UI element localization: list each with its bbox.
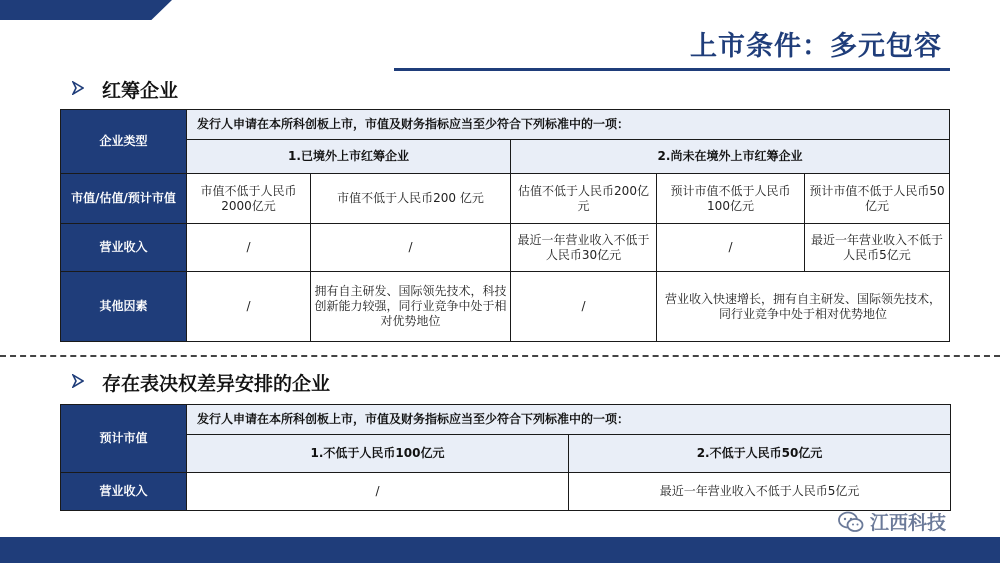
table-cell: 估值不低于人民币200亿元 (511, 174, 657, 224)
page-title: 上市条件：多元包容 (690, 31, 942, 62)
group-header-unlisted: 2.尚未在境外上市红筹企业 (511, 140, 950, 174)
table-cell: 最近一年营业收入不低于人民币5亿元 (569, 473, 951, 511)
row-label-revenue: 营业收入 (61, 224, 187, 272)
bottom-bar (0, 537, 1000, 563)
row-label-type: 企业类型 (61, 110, 187, 174)
watermark (838, 508, 946, 535)
table-cell: / (511, 272, 657, 342)
voting-rights-table (60, 404, 951, 511)
table-cell: 预计市值不低于人民币50亿元 (805, 174, 950, 224)
table-cell: 营业收入快速增长，拥有自主研发、国际领先技术，同行业竞争中处于相对优势地位 (657, 272, 950, 342)
watermark-text: 江西科技 (870, 512, 947, 534)
wechat-icon (838, 511, 864, 533)
table-cell: / (657, 224, 805, 272)
section-heading-voting-rights (72, 369, 330, 396)
red-chip-table (60, 109, 950, 342)
table-cell: / (187, 224, 311, 272)
table-cell: / (187, 272, 311, 342)
section-heading-red-chip (72, 76, 178, 103)
group-header-listed: 1.已境外上市红筹企业 (187, 140, 511, 174)
group-header-100: 1.不低于人民币100亿元 (187, 435, 569, 473)
intro-text: 发行人申请在本所科创板上市，市值及财务指标应当至少符合下列标准中的一项： (187, 405, 951, 435)
table-cell: 预计市值不低于人民币100亿元 (657, 174, 805, 224)
title-underline (394, 68, 950, 71)
section-heading-text: 红筹企业 (102, 80, 179, 102)
table-cell: / (187, 473, 569, 511)
corner-decoration (0, 0, 172, 20)
table-cell: 市值不低于人民币200 亿元 (311, 174, 511, 224)
row-label-revenue: 营业收入 (61, 473, 187, 511)
section-heading-text: 存在表决权差异安排的企业 (102, 373, 331, 395)
table-cell: 最近一年营业收入不低于人民币30亿元 (511, 224, 657, 272)
table-cell: 市值不低于人民币2000亿元 (187, 174, 311, 224)
arrow-right-icon (72, 374, 86, 392)
row-label-market-value: 市值/估值/预计市值 (61, 174, 187, 224)
intro-text: 发行人申请在本所科创板上市，市值及财务指标应当至少符合下列标准中的一项： (187, 110, 950, 140)
group-header-50: 2.不低于人民币50亿元 (569, 435, 951, 473)
table-cell: 拥有自主研发、国际领先技术，科技创新能力较强，同行业竞争中处于相对优势地位 (311, 272, 511, 342)
table-cell: / (311, 224, 511, 272)
table-cell: 最近一年营业收入不低于人民币5亿元 (805, 224, 950, 272)
row-label-other: 其他因素 (61, 272, 187, 342)
arrow-right-icon (72, 81, 86, 99)
section-divider (0, 355, 1000, 357)
row-label-market-value: 预计市值 (61, 405, 187, 473)
